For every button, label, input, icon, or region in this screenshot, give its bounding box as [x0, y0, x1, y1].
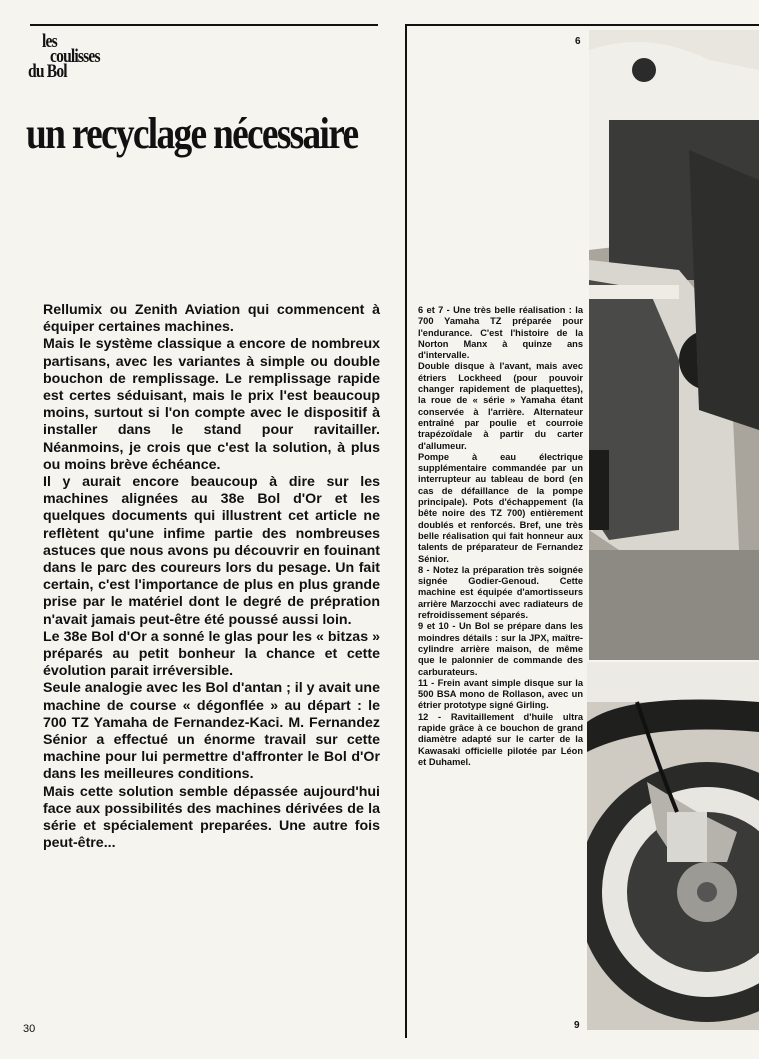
- photo-number-6: 6: [575, 36, 581, 47]
- photo-captions: [418, 305, 583, 768]
- top-rule: [30, 24, 378, 26]
- body-paragraph: Mais cette solution semble dépassée aujourd'hui face aux possibilités des machines dérivées de la série et spécialement preparées. Une autre fois peut-être...: [43, 783, 380, 852]
- photo-number-9: 9: [574, 1020, 580, 1031]
- motorcycle-photo-top: [589, 30, 759, 660]
- article-title: un recyclage nécessaire: [26, 109, 358, 158]
- body-paragraph: Le 38e Bol d'Or a sonné le glas pour les « bitzas » préparés au petit bonheur la chance et cette évolution parait irréversible.: [43, 628, 380, 680]
- caption: 11 - Frein avant simple disque sur la 500 BSA mono de Rollason, avec un étrier prototype signé Girling.: [418, 677, 583, 711]
- section-logo-line3: du Bol: [28, 61, 67, 82]
- section-logo-line1: les: [42, 31, 57, 52]
- caption: 8 - Notez la préparation très soignée signée Godier-Genoud. Cette machine est équipée d'amortisseurs arrière Marzocchi avec radiateurs de refroidissement séparés.: [418, 564, 583, 621]
- caption: 9 et 10 - Un Bol se prépare dans les moindres détails : sur la JPX, maître-cylindre arrière maison, de même que le palonnier de commande des carburateurs.: [418, 621, 583, 677]
- section-logo-line2: coulisses: [50, 46, 100, 67]
- section-logo: [28, 31, 148, 82]
- body-paragraph: Rellumix ou Zenith Aviation qui commencent à équiper certaines machines.: [43, 302, 380, 336]
- page-number: 30: [23, 1023, 36, 1035]
- body-paragraph: Seule analogie avec les Bol d'antan ; il y avait une machine de course « dégonflée » au départ : le 700 TZ Yamaha de Fernandez-Kaci. M. Fernandez Sénior a effectué un énorme travail sur cette machine pour lui permettre d'affronter le Bol d'Or dans les meilleures conditions.: [43, 680, 380, 783]
- caption: 6 et 7 - Une très belle réalisation : la 700 Yamaha TZ préparée pour l'endurance. C'est l'histoire de la Norton Manx à quinze ans d'intervalle.: [418, 305, 583, 361]
- caption: Double disque à l'avant, mais avec étriers Lockheed (pour pouvoir changer rapidement de plaquettes), la roue de « série » Yamaha étant conservée à l'arrière. Alternateur entraîné par poulie et courroie trapézoïdale à partir du carter d'allumeur.: [418, 361, 583, 451]
- body-paragraph: Mais le système classique a encore de nombreux partisans, avec les variantes à simple ou double bouchon de remplissage. Le remplissage rapide est certes séduisant, mais le prix l'est beaucoup moins, surtout si l'on compte avec le dispositif à installer dans le stand pour ravitailler. Néanmoins, je crois que c'est la solution, à plus ou moins brève échéance.: [43, 336, 380, 473]
- article-body: [43, 302, 380, 853]
- body-paragraph: Il y aurait encore beaucoup à dire sur les machines alignées au 38e Bol d'Or et les quelques documents qui illustrent cet article ne reflètent qu'une infime partie des nombreuses astuces que nous avons pu découvrir en fouinant dans le parc des coureurs lors du pesage. Un fait certain, c'est l'importance de plus en plus grande prise par le matériel dont le degré de prépration n'avait jamais peut-être été poussé aussi loin.: [43, 474, 380, 628]
- motorcycle-photo-bottom: [587, 662, 759, 1030]
- caption: 12 - Ravitaillement d'huile ultra rapide grâce à ce bouchon de grand diamètre adapté sur le carter de la Kawasaki officielle pilotée par Léon et Duhamel.: [418, 711, 583, 767]
- caption: Pompe à eau électrique supplémentaire commandée par un interrupteur au tableau de bord (en cas de défaillance de la pompe principale). Pots d'échappement (la bête noire des TZ 700) entièrement doublés et renforcés. Bref, une très belle réalisation qui fait honneur aux talents de préparateur de Fernandez Sénior.: [418, 451, 583, 564]
